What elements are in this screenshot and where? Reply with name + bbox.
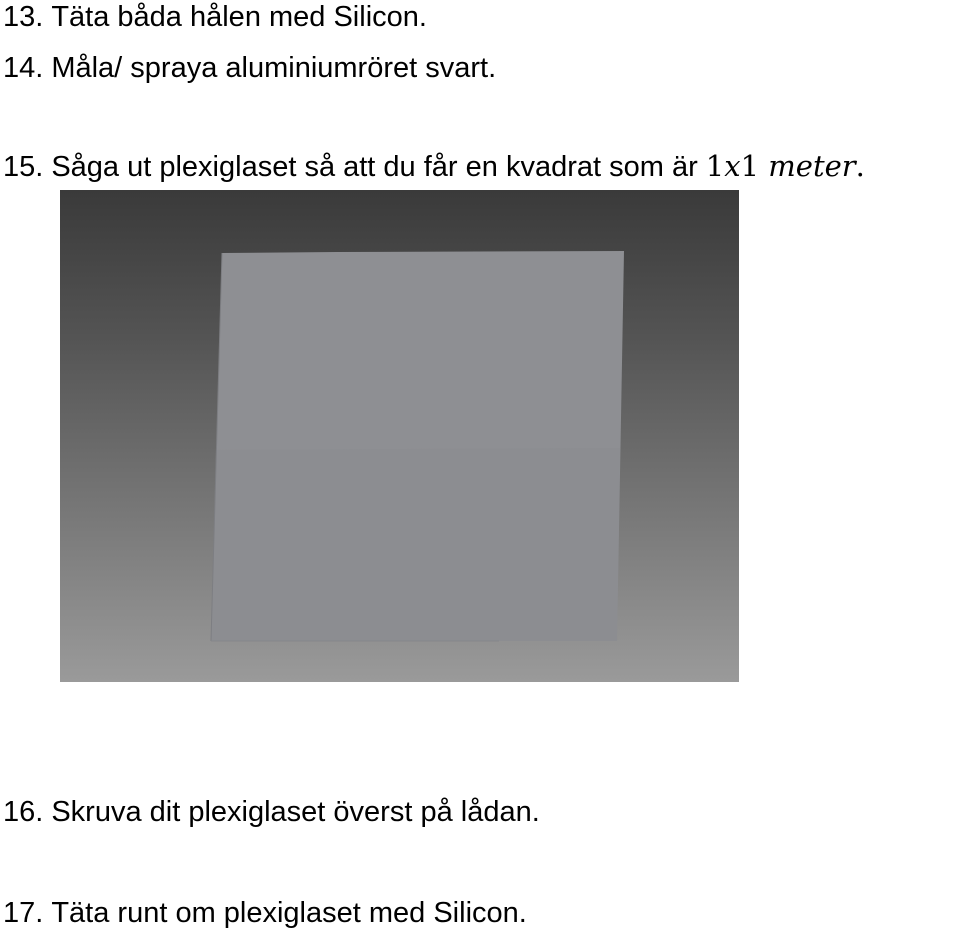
step-17 <box>3 896 527 930</box>
dimension-formula <box>706 149 865 183</box>
step-text: Såga ut plexiglaset så att du får en kvadrat som är <box>51 151 706 183</box>
step-number: 14. <box>3 52 44 84</box>
step-number: 13. <box>3 1 44 33</box>
step-number: 16. <box>3 796 44 828</box>
step-text: Måla/ spraya aluminiumröret svart. <box>51 52 497 84</box>
step-15 <box>3 149 865 184</box>
step-text: Täta båda hålen med Silicon. <box>51 1 427 33</box>
math-mid: 1 <box>740 149 769 183</box>
step-text: Skruva dit plexiglaset överst på lådan. <box>51 796 540 828</box>
plexiglass-render-image <box>60 190 739 682</box>
plexiglass-square-illustration <box>60 190 739 682</box>
step-text: Täta runt om plexiglaset med Silicon. <box>51 897 527 929</box>
math-unit: meter <box>768 149 856 183</box>
math-suffix: . <box>855 149 865 183</box>
math-prefix: 1 <box>705 149 725 183</box>
step-14 <box>3 51 496 85</box>
step-number: 17. <box>3 897 44 929</box>
step-number: 15. <box>3 151 44 183</box>
step-13 <box>3 0 427 34</box>
step-16 <box>3 795 540 829</box>
math-var: x <box>724 149 741 183</box>
plexiglass-sheet-lower-shade <box>211 448 620 641</box>
